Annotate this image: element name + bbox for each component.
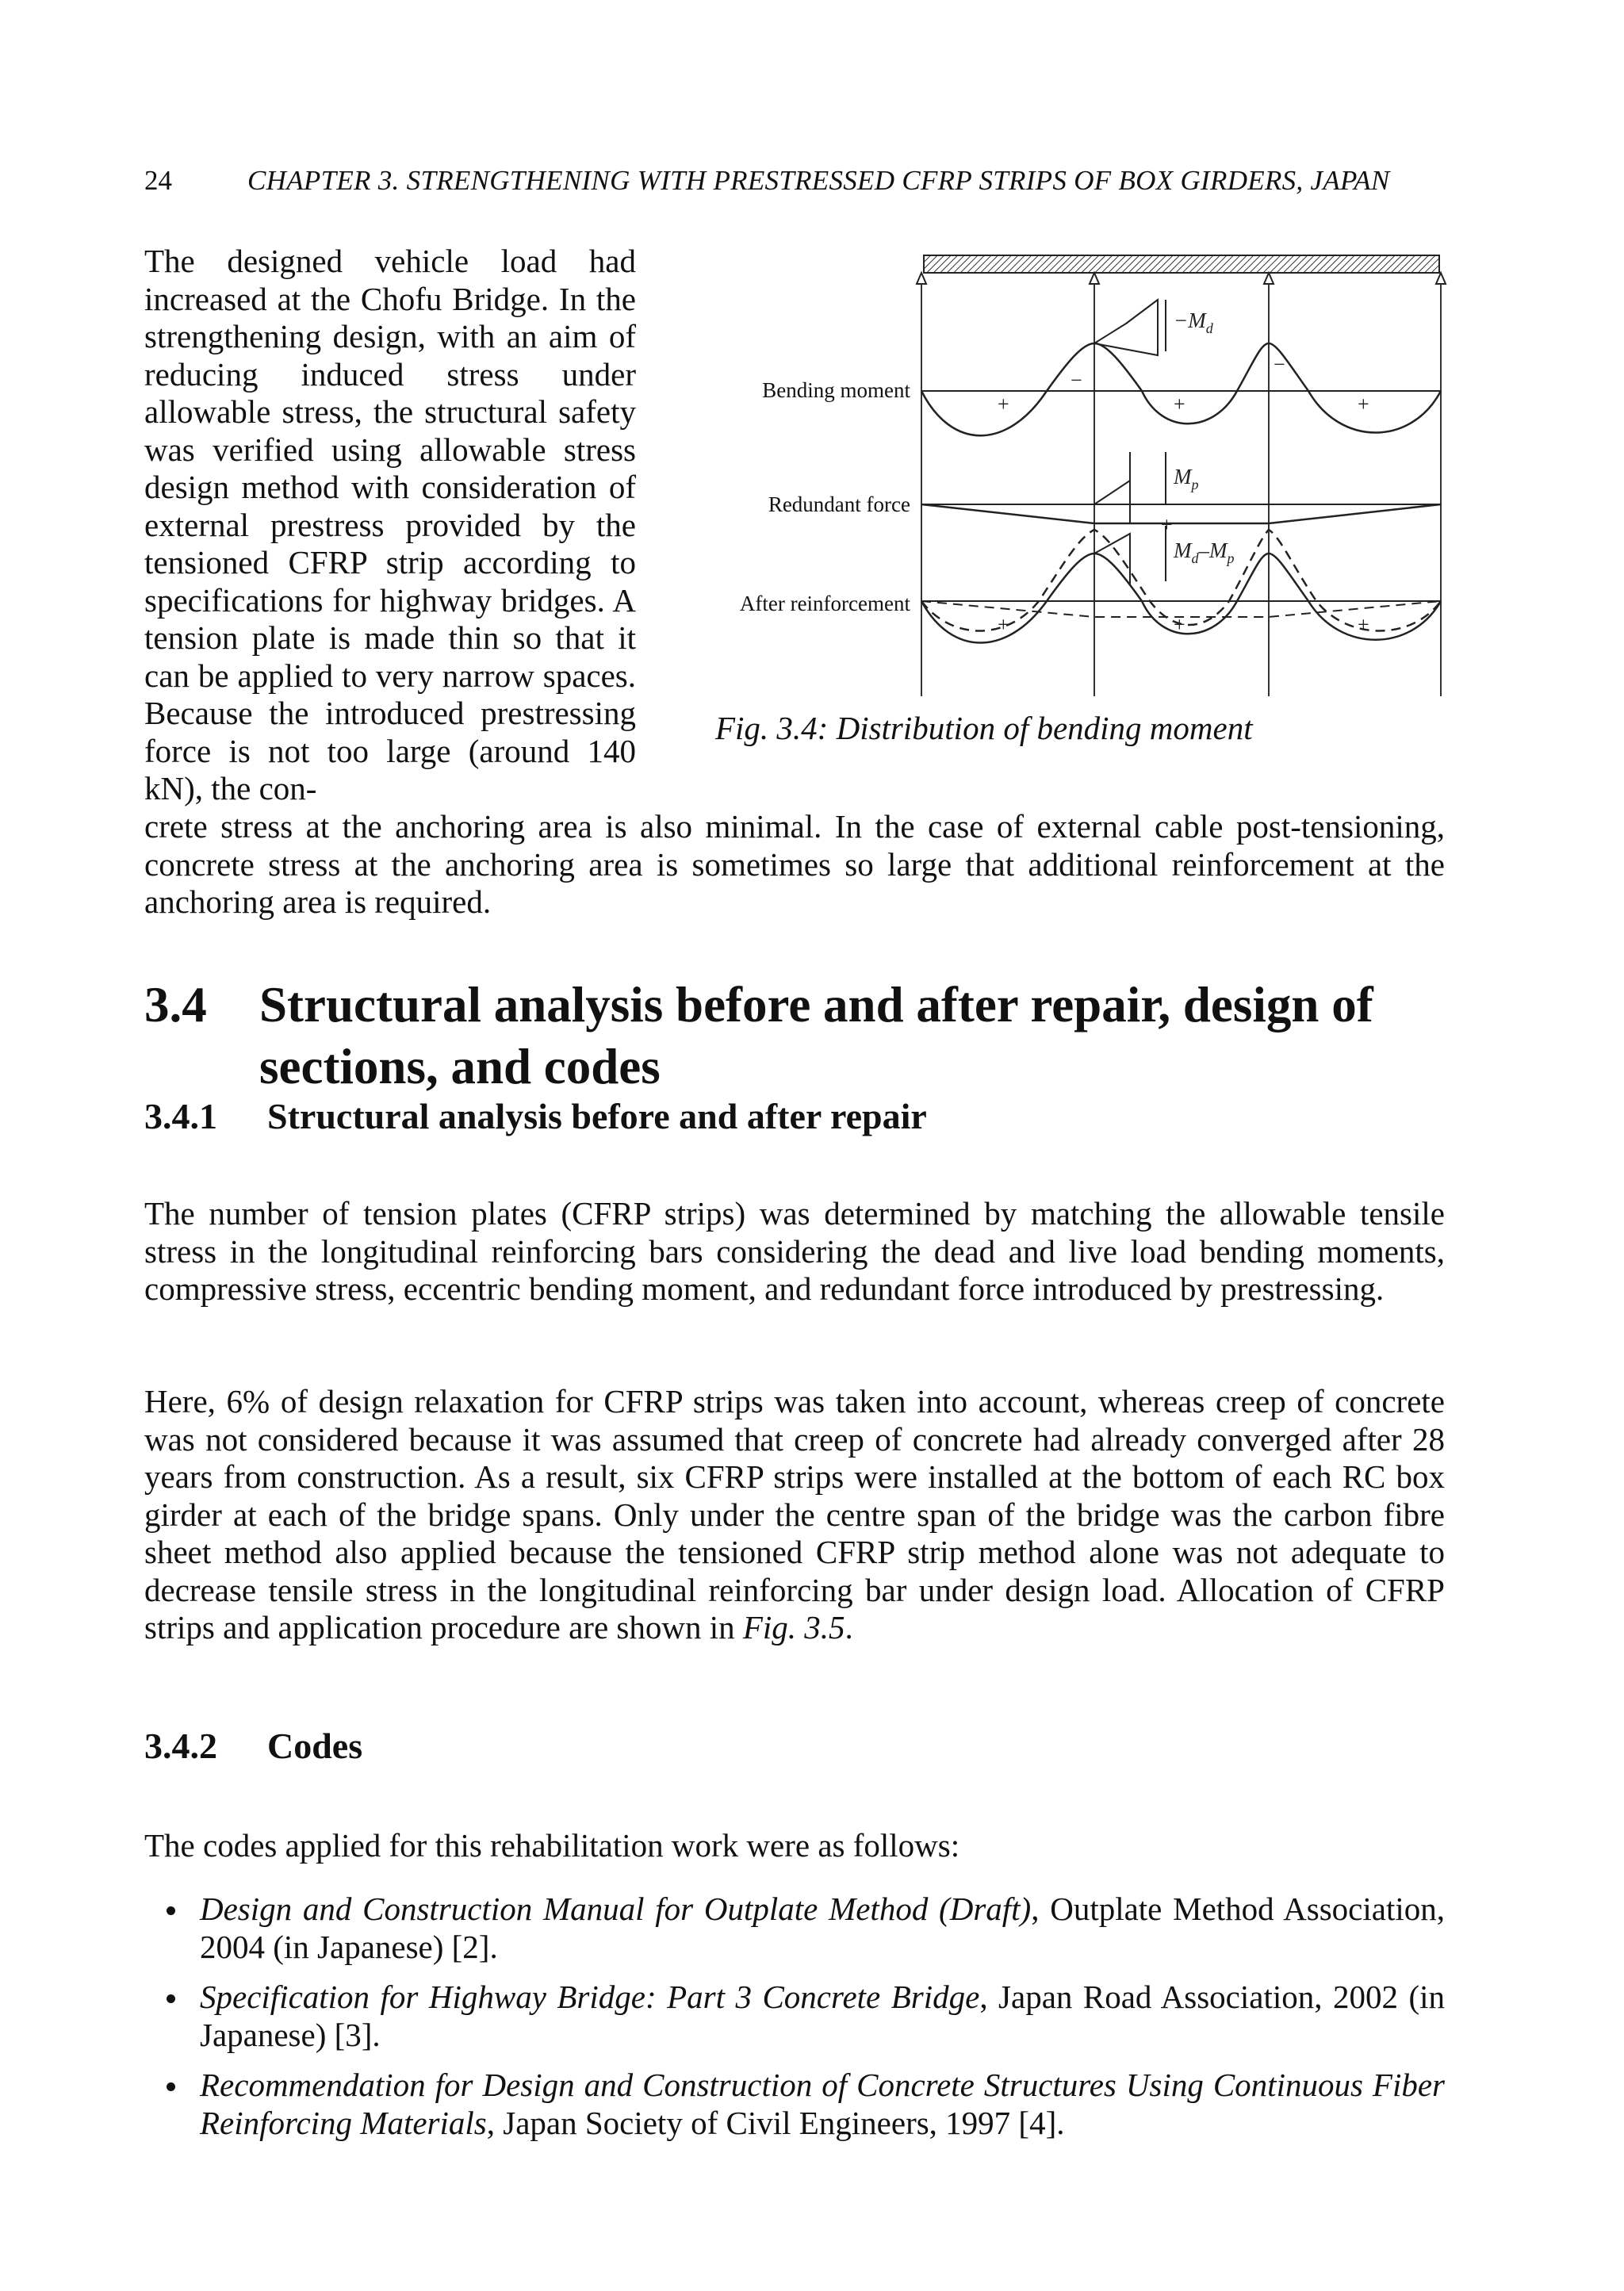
- intro-paragraph-column: The designed vehicle load had increased at the Chofu Bridge. In the strengthening design, with an aim of reducing induced stress under allowable stress, the structural safety was verified using allowable stress design method with consideration of external prestress provided by the tensioned CFRP strip according to specifications for highway bridges. A tension plate is made thin so that it can be applied to very narrow spaces. Because the introduced prestressing force is not too large (around 140 kN), the con-: [144, 243, 636, 806]
- codes-intro: The codes applied for this rehabilitation work were as follows:: [144, 1827, 960, 1864]
- label-bending-moment: Bending moment: [762, 378, 910, 402]
- subsection-number-2: 3.4.2: [144, 1726, 217, 1766]
- intro-paragraph-full: crete stress at the anchoring area is also minimal. In the case of external cable post-tensioning, concrete stress at the anchoring area is sometimes so large that additional reinforcement at the anchoring area is required.: [144, 808, 1445, 920]
- label-md: $-M_d$: [1174, 308, 1213, 336]
- label-md-mp: $M_d-M_p$: [1174, 538, 1235, 566]
- svg-text:+: +: [1174, 393, 1185, 416]
- codes-list: [144, 1891, 1445, 2155]
- list-item: Design and Construction Manual for Outplate Method (Draft), Outplate Method Association, 2004 (in Japanese) [2].: [144, 1891, 1445, 1966]
- svg-text:+: +: [1358, 393, 1369, 416]
- bullet-icon: [167, 1994, 175, 2003]
- svg-text:+: +: [1161, 513, 1173, 536]
- subsection-title-2: Codes: [267, 1726, 363, 1766]
- svg-text:+: +: [1358, 613, 1369, 636]
- bullet-icon: [167, 1906, 175, 1915]
- svg-text:+: +: [998, 613, 1009, 636]
- label-mp: $M_p$: [1174, 465, 1199, 492]
- svg-text:−: −: [1274, 353, 1285, 376]
- bridge-deck: [924, 255, 1439, 273]
- svg-text:−: −: [1071, 369, 1082, 392]
- subsection-heading-1: [144, 1094, 927, 1139]
- supports: [917, 273, 1446, 284]
- list-item: Specification for Highway Bridge: Part 3 Concrete Bridge, Japan Road Association, 2002 (in Japanese) [3].: [144, 1979, 1445, 2054]
- curve-redundant-force: [921, 504, 1441, 523]
- list-item: Recommendation for Design and Construction of Concrete Structures Using Continuous Fiber Reinforcing Materials, Japan Society of Civil Engineers, 1997 [4].: [144, 2067, 1445, 2142]
- subsection-heading-2: [144, 1724, 362, 1768]
- page-number: 24: [144, 165, 172, 196]
- paragraph-1: The number of tension plates (CFRP strips) was determined by matching the allowable tensile stress in the longitudinal reinforcing bars considering the dead and live load bending moments, compressive stress, eccentric bending moment, and redundant force introduced by prestressing.: [144, 1195, 1445, 1307]
- paragraph-2: Here, 6% of design relaxation for CFRP strips was taken into account, whereas creep of concrete was not considered because it was assumed that creep of concrete had already converged after 28 years from construction. As a result, six CFRP strips were installed at the bottom of each RC box girder at each of the bridge spans. Only under the centre span of the bridge was the carbon fibre sheet method also applied because the tensioned CFRP strip method alone was not adequate to decrease tensile stress in the longitudinal reinforcing bar under design load. Allocation of CFRP strips and application procedure are shown in Fig. 3.5.: [144, 1383, 1445, 1645]
- svg-text:+: +: [1174, 613, 1185, 636]
- section-title-line2: sections, and codes: [259, 1039, 661, 1094]
- section-title-line1: Structural analysis before and after repair, design of: [259, 977, 1373, 1032]
- section-number: 3.4: [144, 977, 207, 1032]
- svg-text:+: +: [998, 393, 1009, 416]
- subsection-number-1: 3.4.1: [144, 1096, 217, 1136]
- bullet-icon: [167, 2082, 175, 2091]
- label-redundant-force: Redundant force: [768, 492, 910, 516]
- figure-caption: Fig. 3.4: Distribution of bending moment: [715, 710, 1253, 746]
- curve-bending-moment: [921, 343, 1441, 435]
- running-title: CHAPTER 3. STRENGTHENING WITH PRESTRESSED CFRP STRIPS OF BOX GIRDERS, JAPAN: [247, 165, 1390, 196]
- subsection-title-1: Structural analysis before and after repair: [267, 1096, 927, 1136]
- label-after-reinforcement: After reinforcement: [739, 592, 910, 615]
- figure-reference: Fig. 3.5: [742, 1609, 845, 1645]
- page-header: [144, 163, 1445, 198]
- figure-bending-moment: [698, 252, 1459, 704]
- section-heading: [144, 974, 1461, 1098]
